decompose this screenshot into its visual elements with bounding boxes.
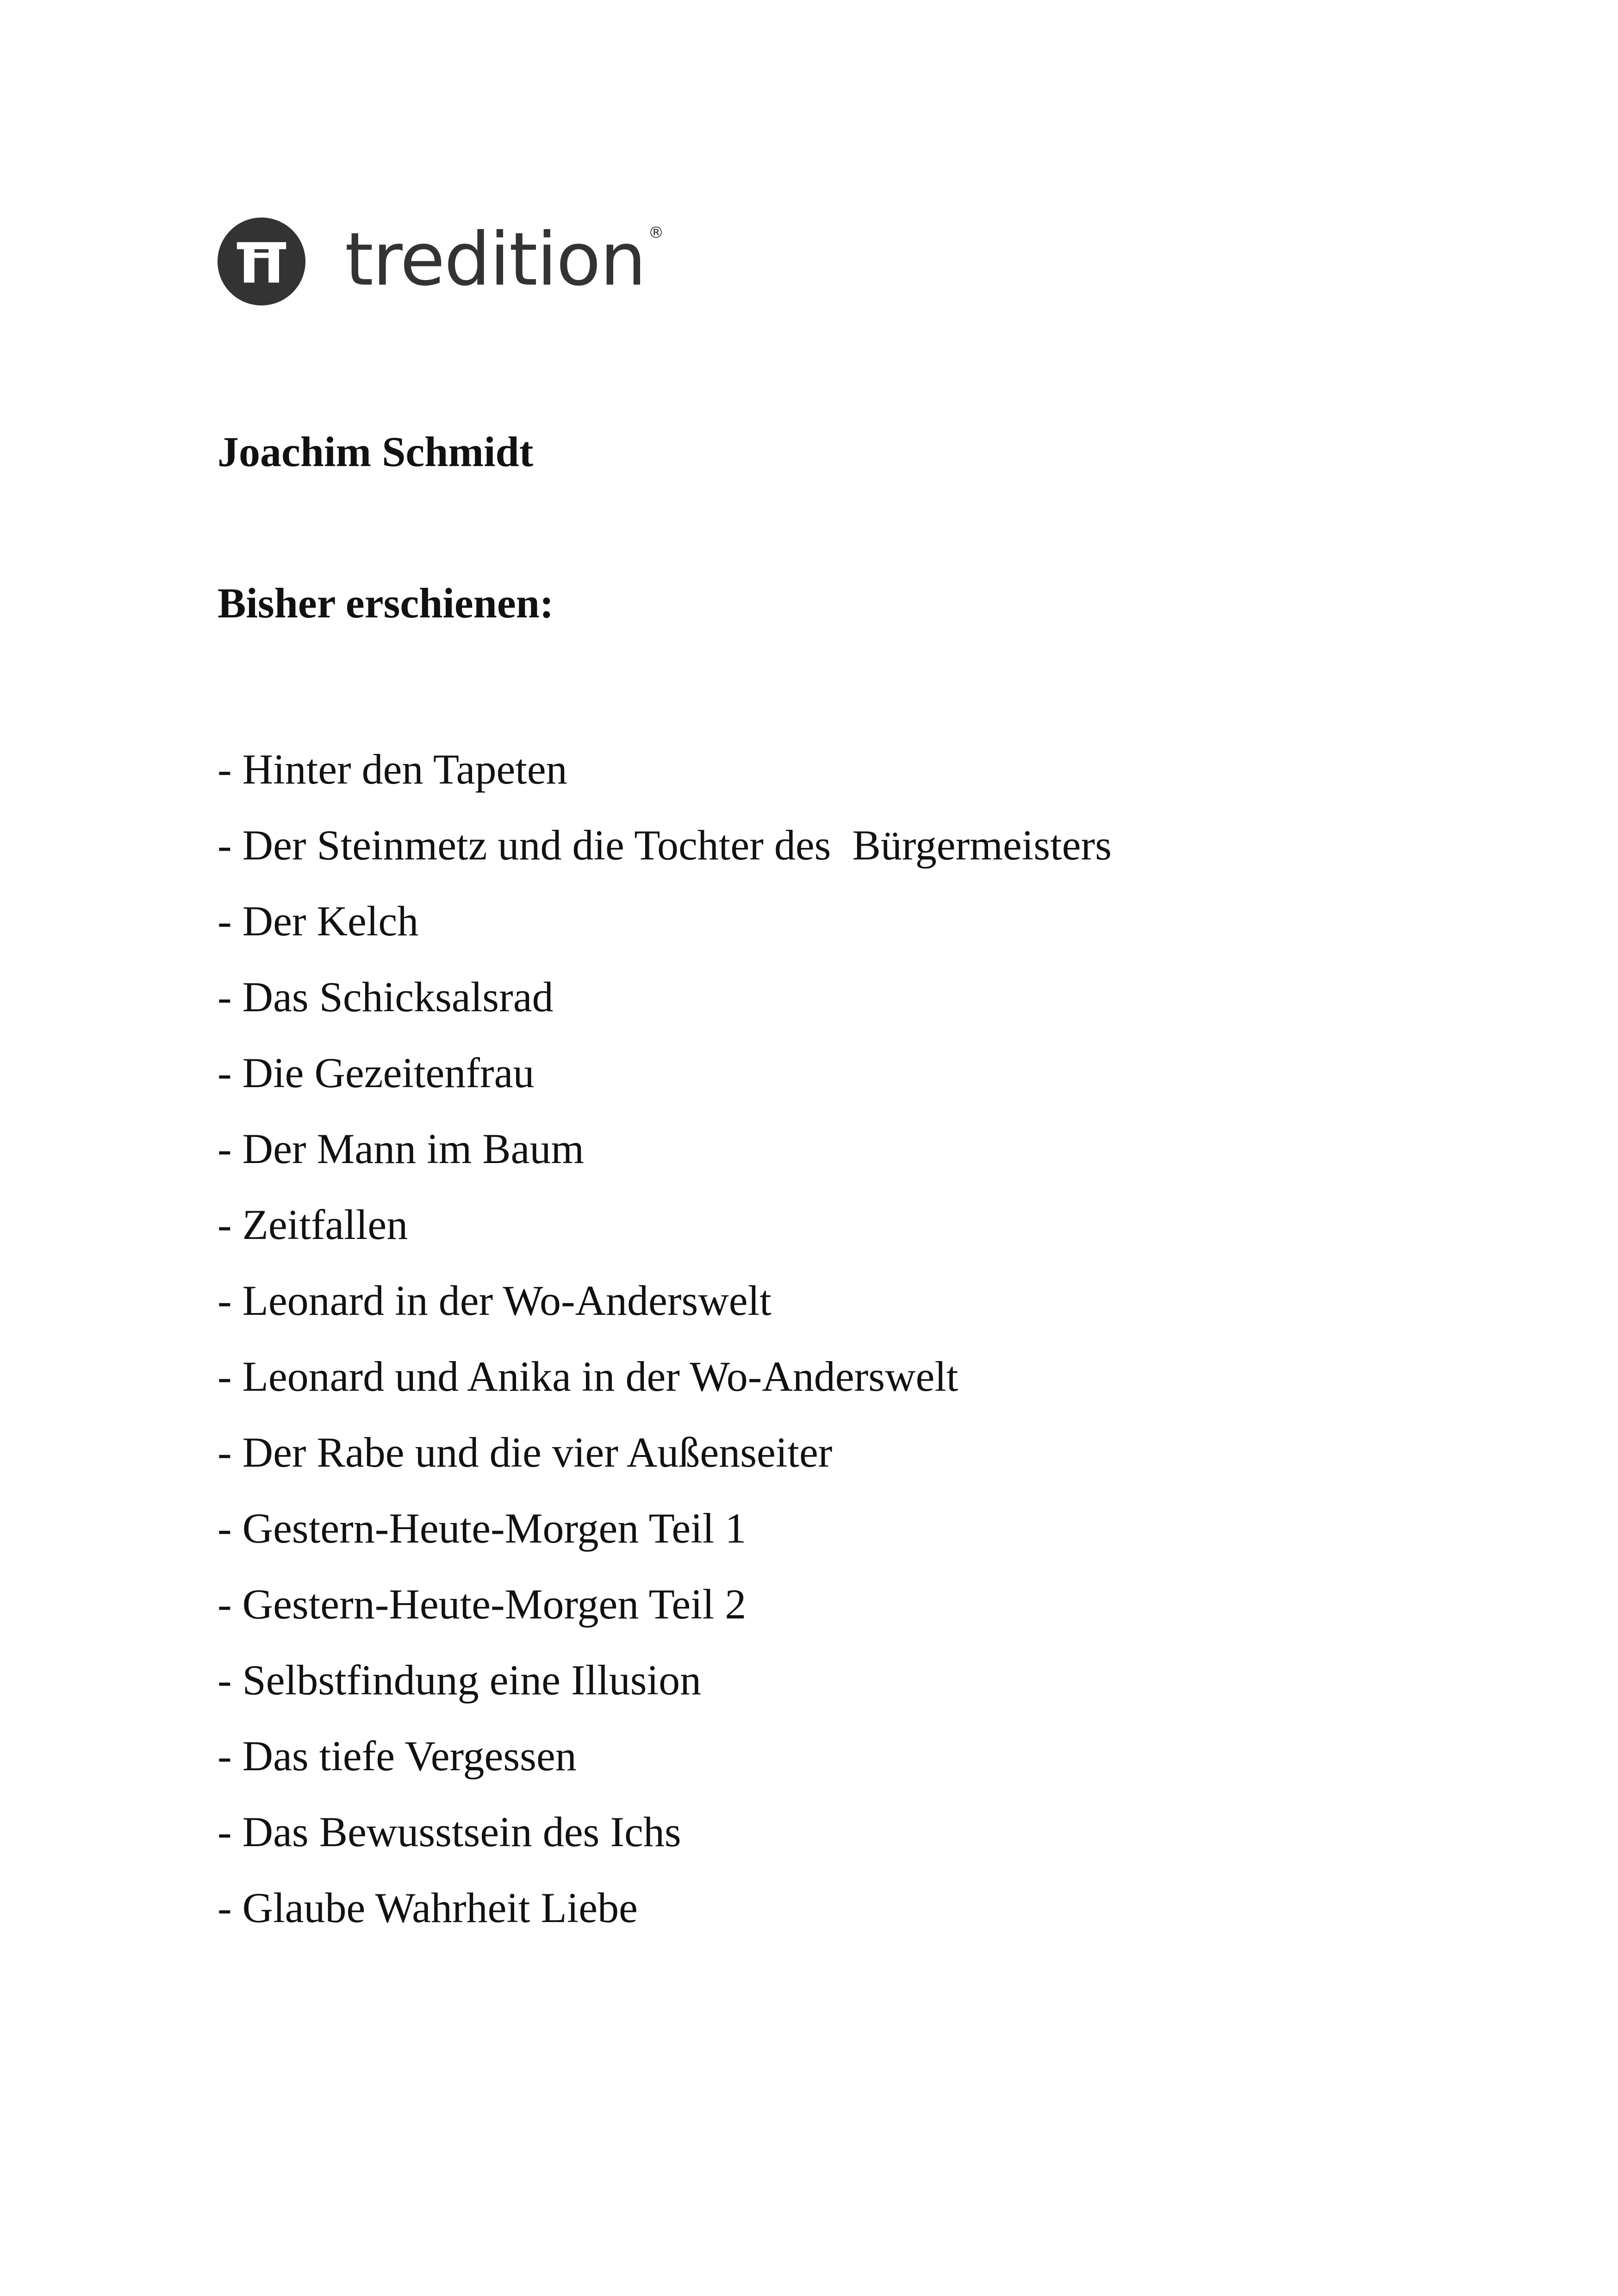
book-title: - Die Gezeitenfrau: [218, 1049, 535, 1096]
registered-mark: ®: [648, 224, 664, 242]
book-title: - Leonard und Anika in der Wo-Anderswelt: [218, 1353, 958, 1400]
book-title: - Gestern-Heute-Morgen Teil 1: [218, 1505, 747, 1552]
published-heading: Bisher erschienen:: [218, 579, 554, 627]
book-title: - Das Bewusstsein des Ichs: [218, 1808, 681, 1855]
book-title: - Leonard in der Wo-Anderswelt: [218, 1277, 772, 1324]
book-title: - Der Mann im Baum: [218, 1125, 585, 1172]
book-title: - Gestern-Heute-Morgen Teil 2: [218, 1580, 747, 1628]
book-title: - Der Rabe und die vier Außenseiter: [218, 1429, 833, 1476]
book-list: [218, 731, 1112, 1946]
logo-wordmark: tredition: [345, 217, 646, 302]
book-title: - Selbstfindung eine Illusion: [218, 1656, 702, 1704]
author-name: Joachim Schmidt: [218, 428, 534, 475]
book-title: - Der Steinmetz und die Tochter des Bürgermeisters: [218, 821, 1112, 869]
tredition-logo-icon: [218, 218, 305, 305]
book-title: - Das Schicksalsrad: [218, 973, 554, 1020]
book-title: - Zeitfallen: [218, 1201, 408, 1248]
book-title: - Glaube Wahrheit Liebe: [218, 1884, 638, 1931]
book-title: - Hinter den Tapeten: [218, 746, 567, 793]
book-title: - Das tiefe Vergessen: [218, 1732, 577, 1780]
book-title: - Der Kelch: [218, 897, 419, 945]
tredition-logo: [218, 218, 664, 305]
